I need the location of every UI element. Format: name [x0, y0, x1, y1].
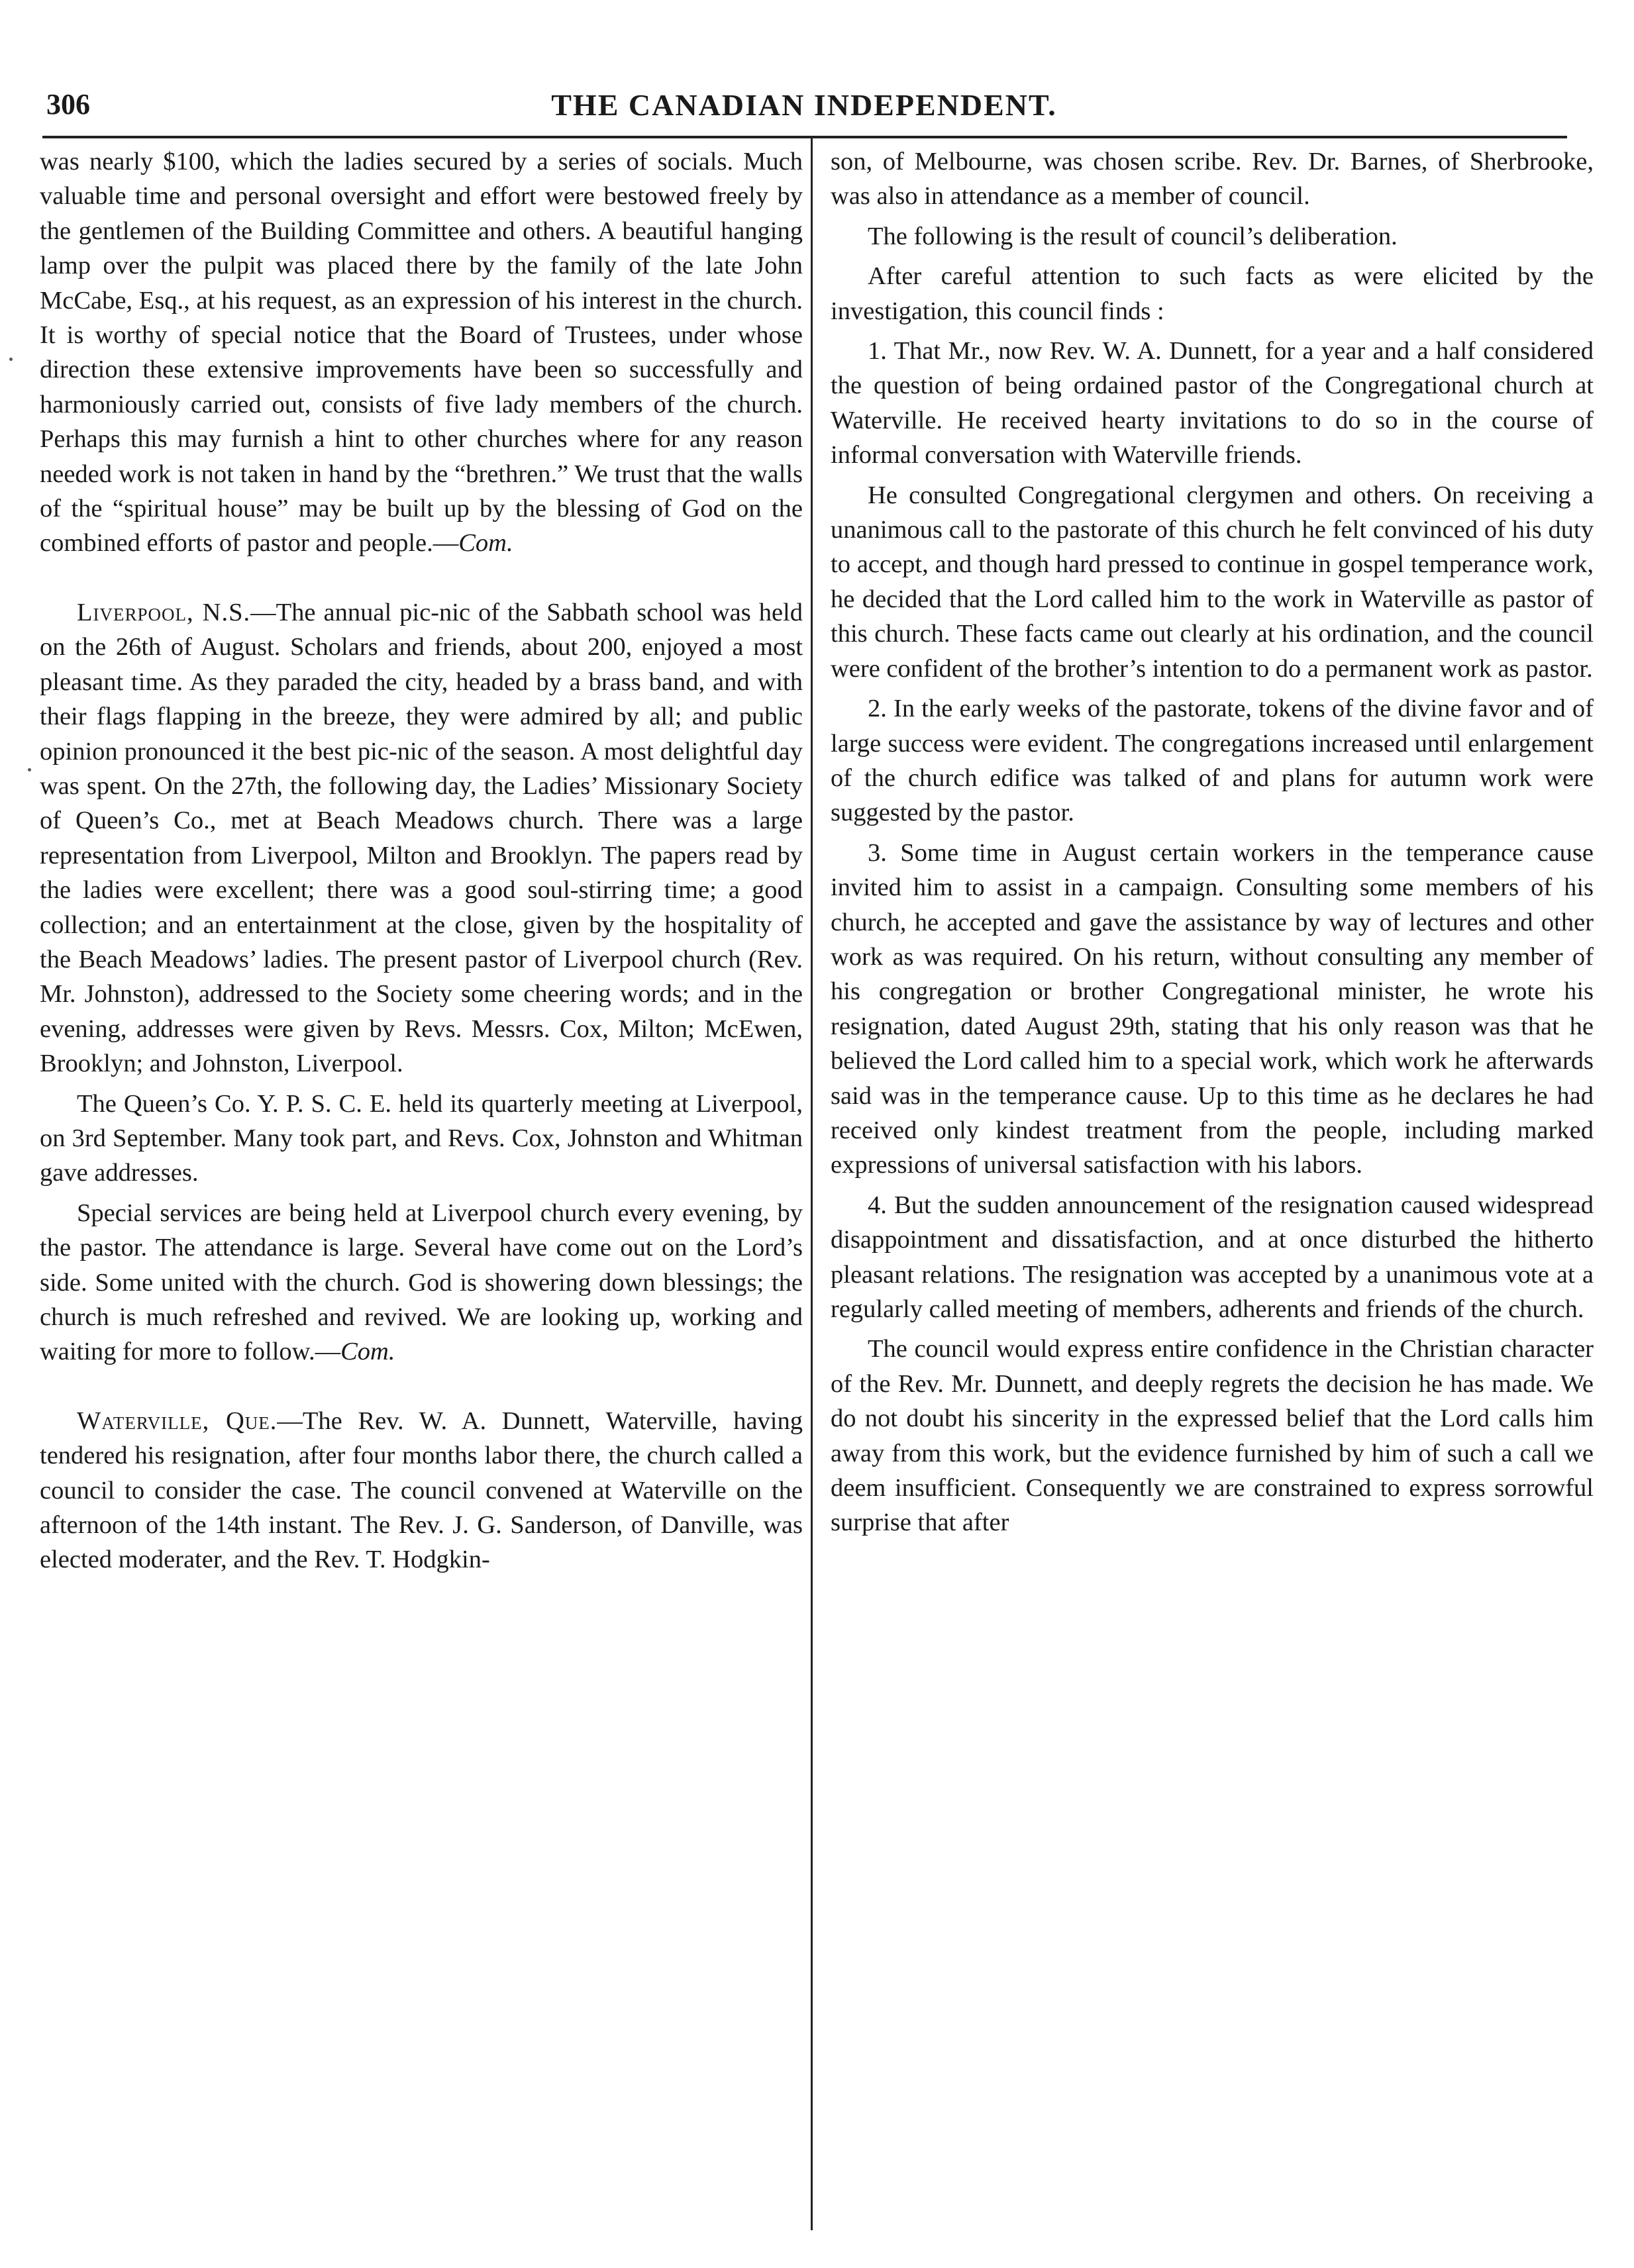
paragraph-special-services — [40, 1196, 803, 1369]
running-title: THE CANADIAN INDEPENDENT. — [551, 88, 1057, 122]
right-column — [831, 144, 1594, 2230]
signoff: Com. — [340, 1338, 395, 1366]
left-column — [40, 144, 803, 2230]
paragraph-ypsce: The Queen’s Co. Y. P. S. C. E. held its quarterly meeting at Liverpool, on 3rd September. Many took part, and Revs. Cox, Johnston and Whitman gave addresses. — [40, 1089, 803, 1187]
place-heading: Waterville, Que. — [77, 1406, 278, 1435]
paragraph-text: —The annual pic-nic of the Sabbath school was held on the 26th of August. Scholars and friends, about 200, enjoyed a most pleasant time. As they paraded the city, headed by a brass band, and with their flags flapping in the breeze, they were admired by all; and public opinion pronounced it the best pic-nic of the season. A most delightful day was spent. On the 27th, the following day, the Ladies’ Missionary Society of Queen’s Co., met at Beach Meadows church. There was a large representation from Liverpool, Milton and Brooklyn. The papers read by the ladies were excellent; there was a good soul-stirring time; a good collection; and an entertainment at the close, given by the hospitality of the Beach Meadows’ ladies. The present pastor of Liverpool church (Rev. Mr. Johnston), addressed to the Society some cheering words; and in the evening, addresses were given by Revs. Messrs. Cox, Milton; McEwen, Brooklyn; and Johnston, Liverpool. — [40, 598, 803, 1078]
paragraph-findings-intro: After careful attention to such facts as were elicited by the investigation, this council finds : — [831, 262, 1594, 325]
paragraph-scribe: son, of Melbourne, was chosen scribe. Rev. Dr. Barnes, of Sherbrooke, was also in attendance as a member of council. — [831, 148, 1594, 211]
margin-speck — [9, 358, 13, 361]
paragraph-text: was nearly $100, which the ladies secured by a series of socials. Much valuable time and personal oversight and effort were bestowed freely by the gentlemen of the Building Committee and others. A beautiful hanging lamp over the pulpit was placed there by the family of the late John McCabe, Esq., at his request, as an expression of his interest in the church. It is worthy of special notice that the Board of Trustees, under whose direction these extensive improvements have been so successfully and harmoniously carried out, consists of five lady members of the church. Perhaps this may furnish a hint to other churches where for any reason needed work is not taken in hand by the “brethren.” We trust that the walls of the “spiritual house” may be built up by the blessing of God on the combined efforts of pastor and people.— — [40, 148, 803, 558]
paragraph-consulted: He consulted Congregational clergymen and others. On receiving a unanimous call to the pastorate of this church he felt convinced of his duty to accept, and though hard pressed to continue in gospel temperance work, he decided that the Lord called him to the work in Waterville as pastor of this church. These facts came out clearly at his ordination, and the council were confident of the brother’s intention to do a permanent work as pastor. — [831, 481, 1594, 683]
place-heading: Liverpool, N.S. — [77, 598, 251, 626]
finding-3: 3. Some time in August certain workers in the temperance cause invited him to assist in a campaign. Consulting some members of his church, he accepted and gave the assistance by way of lectures and other work as was required. On his return, without consulting any member of his congregation or brother Congregational minister, he wrote his resignation, dated August 29th, stating that his only reason was that he believed the Lord called him to a special work, which work he afterwards said was in the temperance cause. Up to this time as he declares he had received only kindest treatment from the people, including marked expressions of universal satisfaction with his labors. — [831, 838, 1594, 1179]
margin-speck — [28, 768, 31, 771]
paragraph-text: —The Rev. W. A. Dunnett, Waterville, having tendered his resignation, after four months labor there, the church called a council to consider the case. The council convened at Waterville on the afternoon of the 14th instant. The Rev. J. G. Sanderson, of Danville, was elected moderater, and the Rev. T. Hodgkin- — [40, 1406, 803, 1574]
page-header — [42, 87, 1566, 134]
paragraph-result-intro: The following is the result of council’s deliberation. — [868, 222, 1398, 250]
paragraph-council-conclusion: The council would express entire confidence in the Christian character of the Rev. Mr. Dunnett, and deeply regrets the decision he has made. We do not doubt his sincerity in the expressed belief that the Lord calls him away from this work, but the evidence furnished by him of such a call we deem insufficient. Consequently we are constrained to express sorrowful surprise that after — [831, 1335, 1594, 1537]
finding-2: 2. In the early weeks of the pastorate, tokens of the divine favor and of large success were evident. The congregations increased until enlargement of the church edifice was talked of and plans for autumn work were suggested by the pastor. — [831, 695, 1594, 827]
finding-1: 1. That Mr., now Rev. W. A. Dunnett, for a year and a half considered the question of being ordained pastor of the Congregational church at Waterville. He received hearty invitations to do so in the course of informal conversation with Waterville friends. — [831, 337, 1594, 469]
header-rule — [42, 136, 1567, 138]
page-number: 306 — [46, 88, 90, 121]
paragraph-text: Special services are being held at Liverpool church every evening, by the pastor. The attendance is large. Several have come out on the Lord’s side. Some united with the church. God is showering down blessings; the church is much refreshed and revived. We are looking up, working and waiting for more to follow.— — [40, 1199, 803, 1366]
column-divider — [811, 138, 813, 2230]
paragraph-waterville — [40, 1404, 803, 1577]
paragraph-liverpool — [40, 595, 803, 1081]
finding-4: 4. But the sudden announcement of the resignation caused widespread disappointment and dissatisfaction, and at once disturbed the hitherto pleasant relations. The resignation was accepted by a unanimous vote at a regularly called meeting of members, adherents and friends of the church. — [831, 1191, 1594, 1323]
signoff: Com. — [458, 529, 513, 558]
paragraph-church-improvements — [40, 144, 803, 561]
